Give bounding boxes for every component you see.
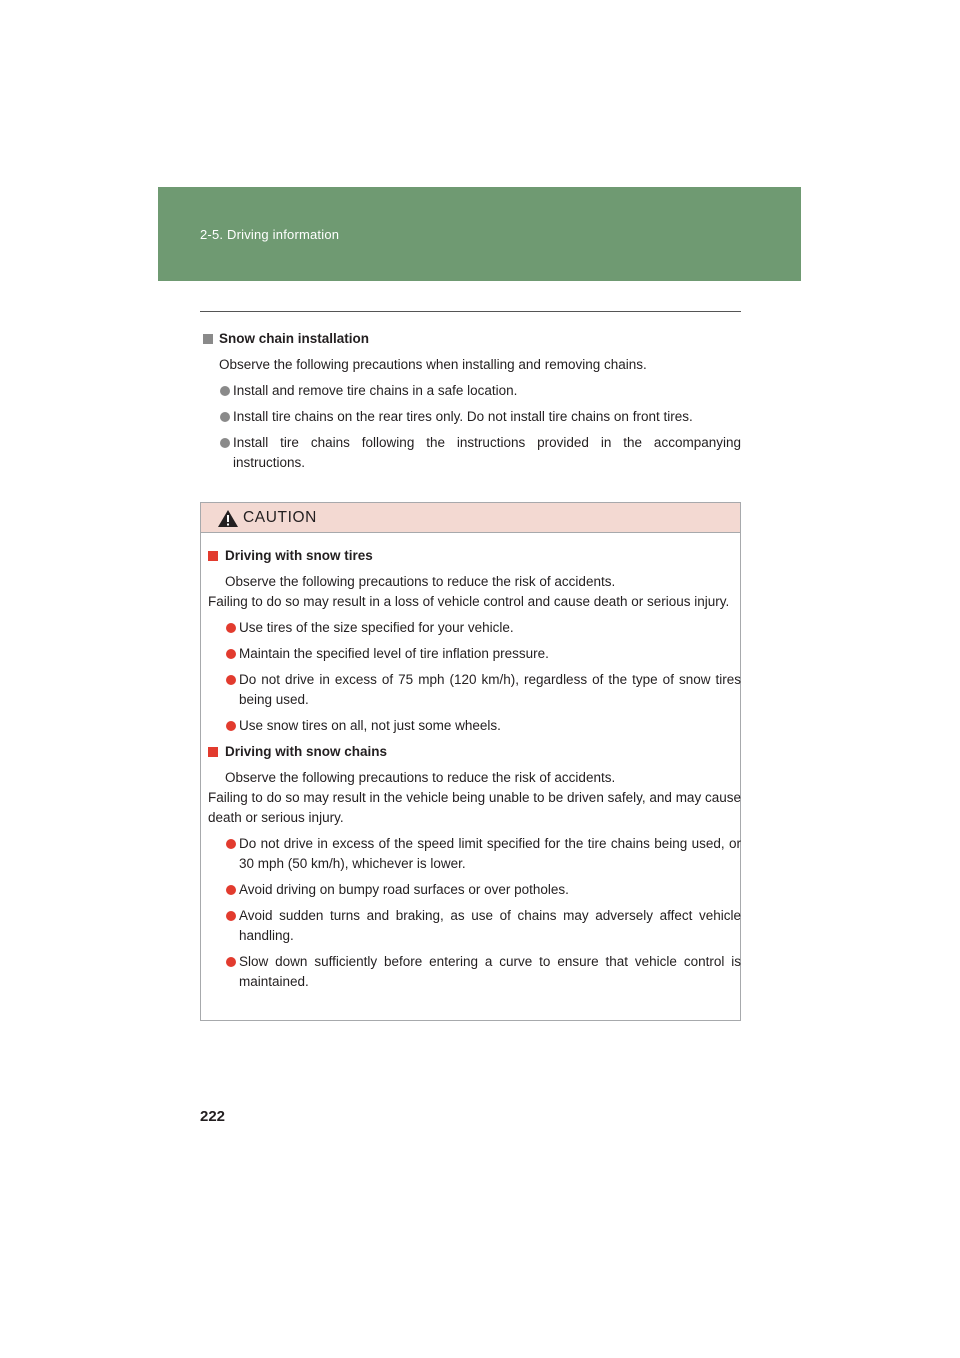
round-bullet-icon bbox=[226, 623, 236, 633]
round-bullet-icon bbox=[220, 412, 230, 422]
list-item: Install tire chains following the instructions provided in the accompanying instructions. bbox=[200, 433, 741, 473]
round-bullet-icon bbox=[226, 957, 236, 967]
round-bullet-icon bbox=[226, 721, 236, 731]
list-item: Use snow tires on all, not just some wheels. bbox=[208, 716, 741, 736]
caution-label: CAUTION bbox=[243, 509, 317, 526]
round-bullet-icon bbox=[226, 911, 236, 921]
round-bullet-icon bbox=[226, 649, 236, 659]
caution-header bbox=[201, 503, 740, 533]
list-item: Install tire chains on the rear tires only. Do not install tire chains on front tires. bbox=[200, 407, 741, 427]
section-heading bbox=[200, 329, 741, 349]
round-bullet-icon bbox=[226, 675, 236, 685]
square-bullet-icon bbox=[208, 551, 218, 561]
list-item: Maintain the specified level of tire inflation pressure. bbox=[208, 644, 741, 664]
caution-body bbox=[208, 546, 741, 992]
list-item: Avoid driving on bumpy road surfaces or over potholes. bbox=[208, 880, 741, 900]
list-item: Do not drive in excess of 75 mph (120 km/h), regardless of the type of snow tires being used. bbox=[208, 670, 741, 710]
section-title: 2-5. Driving information bbox=[200, 227, 340, 242]
heading-text: Snow chain installation bbox=[219, 331, 370, 346]
round-bullet-icon bbox=[226, 885, 236, 895]
list-item: Use tires of the size specified for your vehicle. bbox=[208, 618, 741, 638]
round-bullet-icon bbox=[226, 839, 236, 849]
list-item: Slow down sufficiently before entering a curve to ensure that vehicle control is maintained. bbox=[208, 952, 741, 992]
warning-triangle-icon bbox=[217, 509, 239, 528]
divider bbox=[200, 311, 741, 312]
caution-box bbox=[200, 502, 741, 1021]
header-band bbox=[158, 187, 801, 281]
snow-tires-heading: Driving with snow tires bbox=[208, 546, 741, 566]
list-item: Install and remove tire chains in a safe location. bbox=[200, 381, 741, 401]
intro-text: Observe the following precautions to reduce the risk of accidents. bbox=[225, 770, 616, 785]
page-number: 222 bbox=[200, 1108, 226, 1125]
intro-text: Observe the following precautions when installing and removing chains. bbox=[219, 357, 647, 372]
list-item: Avoid sudden turns and braking, as use of chains may adversely affect vehicle handling. bbox=[208, 906, 741, 946]
round-bullet-icon bbox=[220, 438, 230, 448]
warning-text: Failing to do so may result in the vehicle being unable to be driven safely, and may cause death or serious injury. bbox=[208, 790, 741, 825]
list-item: Do not drive in excess of the speed limit specified for the tire chains being used, or 30 mph (50 km/h), whichever is lower. bbox=[208, 834, 741, 874]
square-bullet-icon bbox=[203, 334, 213, 344]
intro-text: Observe the following precautions to reduce the risk of accidents. bbox=[225, 574, 616, 589]
square-bullet-icon bbox=[208, 747, 218, 757]
snow-chains-heading: Driving with snow chains bbox=[208, 742, 741, 762]
warning-text: Failing to do so may result in a loss of vehicle control and cause death or serious injury. bbox=[208, 594, 730, 609]
round-bullet-icon bbox=[220, 386, 230, 396]
snow-chain-installation-section bbox=[200, 329, 741, 473]
